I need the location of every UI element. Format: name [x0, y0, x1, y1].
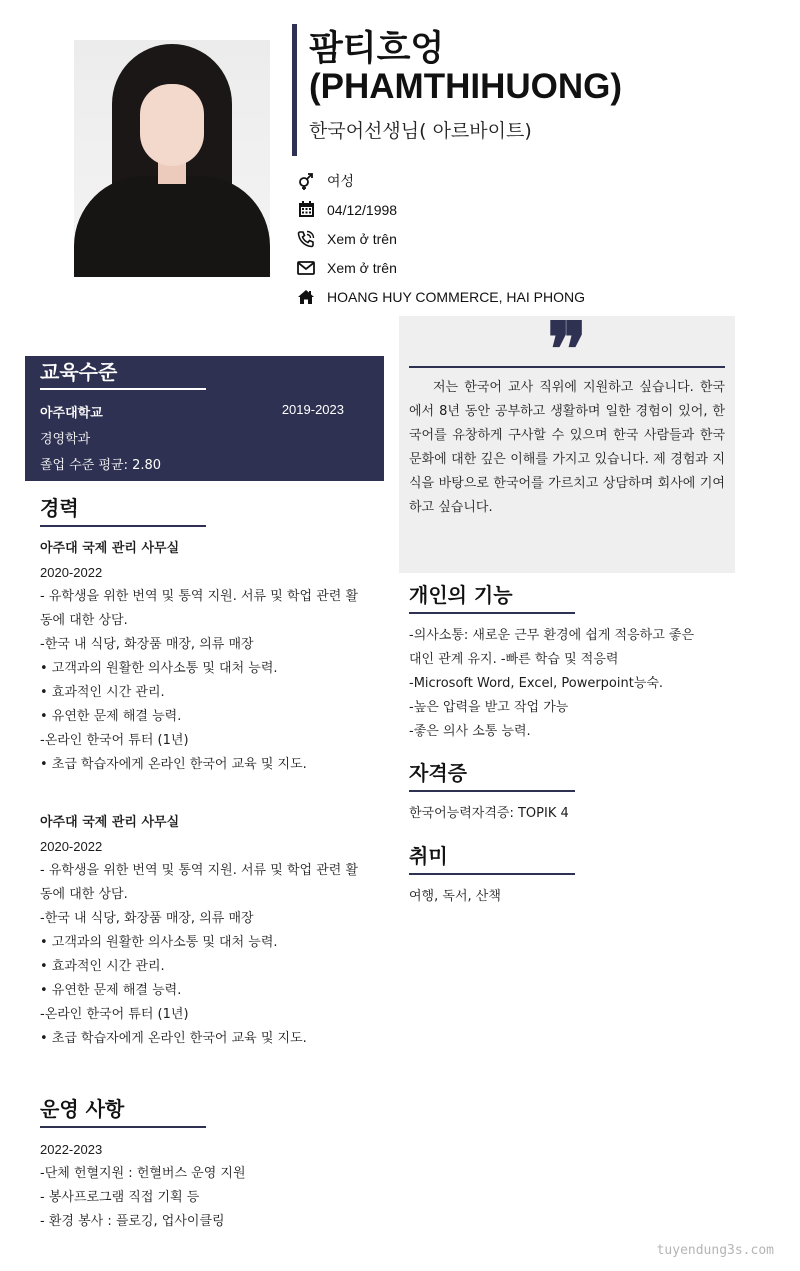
experience-entry — [40, 811, 390, 1051]
skills-title: 개인의 기능 — [409, 583, 513, 607]
hobbies-underline — [409, 873, 575, 875]
experience-entry — [40, 537, 390, 777]
hobbies-title: 취미 — [409, 844, 448, 868]
contact-address — [296, 282, 585, 311]
certificates-section — [409, 760, 735, 826]
experience-line: -온라인 한국어 튜터 (1년) — [40, 733, 189, 748]
certificates-text: 한국어능력자격증: TOPIK 4 — [409, 806, 569, 821]
experience-line: • 초급 학습자에게 온라인 한국어 교육 및 지도. — [40, 757, 307, 772]
experience-line: 동에 대한 상담. — [40, 887, 128, 902]
activities-line: - 환경 봉사 : 플로깅, 업사이클링 — [40, 1214, 225, 1229]
email-text: Xem ở trên — [327, 259, 397, 276]
skills-line: -Microsoft Word, Excel, Powerpoint능숙. — [409, 676, 664, 691]
experience-line: -온라인 한국어 튜터 (1년) — [40, 1007, 189, 1022]
experience-years: 2020-2022 — [40, 839, 103, 854]
birthdate-text: 04/12/1998 — [327, 201, 398, 218]
hobbies-section — [409, 843, 735, 909]
name-korean: 팜티흐엉 — [309, 29, 445, 69]
skills-line: -의사소통: 새로운 근무 환경에 쉽게 적응하고 좋은 — [409, 628, 695, 643]
quote-icon: ❞ — [547, 320, 587, 364]
home-icon — [296, 287, 316, 307]
experience-line: - 유학생을 위한 번역 및 통역 지원. 서류 및 학업 관련 활 — [40, 863, 358, 878]
address-text: HOANG HUY COMMERCE, HAI PHONG — [327, 288, 585, 305]
activities-title: 운영 사항 — [40, 1097, 125, 1121]
mail-icon — [296, 258, 316, 278]
gender-icon — [296, 171, 316, 191]
contact-phone — [296, 224, 585, 253]
experience-org: 아주대 국제 관리 사무실 — [40, 815, 180, 830]
experience-org: 아주대 국제 관리 사무실 — [40, 541, 180, 556]
education-underline — [40, 388, 206, 390]
contact-gender — [296, 166, 585, 195]
experience-title: 경력 — [40, 496, 79, 520]
activities-years: 2022-2023 — [40, 1142, 103, 1157]
experience-line: • 고객과의 원활한 의사소통 및 대처 능력. — [40, 661, 278, 676]
activities-underline — [40, 1126, 206, 1128]
experience-line: 동에 대한 상담. — [40, 613, 128, 628]
certificates-title: 자격증 — [409, 761, 467, 785]
job-title: 한국어선생님( 아르바이트) — [309, 120, 532, 142]
skills-line: 대인 관계 유지. -빠른 학습 및 적응력 — [409, 652, 619, 667]
experience-line: • 효과적인 시간 관리. — [40, 959, 165, 974]
activities-line: -단체 헌혈지원 : 헌혈버스 운영 지원 — [40, 1166, 246, 1181]
name-latin: (PHAMTHIHUONG) — [309, 67, 623, 106]
education-school: 아주대학교 — [40, 405, 103, 420]
experience-line: • 유연한 문제 해결 능력. — [40, 983, 182, 998]
name-header — [292, 24, 622, 156]
contact-birthdate — [296, 195, 585, 224]
hobbies-text: 여행, 독서, 산책 — [409, 889, 501, 904]
skills-line: -높은 압력을 받고 작업 가능 — [409, 700, 569, 715]
activities-section — [40, 1096, 390, 1234]
contact-list — [296, 166, 585, 311]
experience-line: • 고객과의 원활한 의사소통 및 대처 능력. — [40, 935, 278, 950]
activities-line: - 봉사프로그램 직접 기획 등 — [40, 1190, 200, 1205]
experience-line: - 유학생을 위한 번역 및 통역 지원. 서류 및 학업 관련 활 — [40, 589, 358, 604]
profile-photo — [74, 40, 270, 277]
quote-divider — [409, 366, 725, 368]
gender-text: 여성 — [327, 172, 355, 189]
phone-text: Xem ở trên — [327, 230, 397, 247]
objective-box — [399, 316, 735, 573]
experience-line: • 효과적인 시간 관리. — [40, 685, 165, 700]
education-major: 경영학과 — [40, 432, 91, 447]
experience-underline — [40, 525, 206, 527]
experience-years: 2020-2022 — [40, 565, 103, 580]
experience-line: -한국 내 식당, 화장품 매장, 의류 매장 — [40, 637, 254, 652]
experience-line: -한국 내 식당, 화장품 매장, 의류 매장 — [40, 911, 254, 926]
education-gpa: 졸업 수준 평균: 2.80 — [40, 458, 162, 473]
education-section — [25, 356, 384, 481]
experience-line: • 초급 학습자에게 온라인 한국어 교육 및 지도. — [40, 1031, 307, 1046]
phone-icon — [296, 229, 316, 249]
education-years: 2019-2023 — [281, 402, 344, 417]
watermark: tuyendung3s.com — [656, 1243, 774, 1258]
skills-underline — [409, 612, 575, 614]
skills-line: -좋은 의사 소통 능력. — [409, 724, 531, 739]
objective-text: 저는 한국어 교사 직위에 지원하고 싶습니다. 한국에서 8년 동안 공부하고 생활하며 일한 경험이 있어, 한국어를 유창하게 구사할 수 있으며 한국 사람들과 한국 문화에 대한 깊은 이해를 가지고 있습니다. 제 경험과 지식을 바탕으로 한국어를 가르치고 상담하며 회사에 기여하고 싶습니다. — [409, 380, 725, 515]
skills-section — [409, 582, 735, 744]
calendar-icon — [296, 200, 316, 220]
experience-section — [40, 495, 390, 1051]
contact-email — [296, 253, 585, 282]
certificates-underline — [409, 790, 575, 792]
experience-line: • 유연한 문제 해결 능력. — [40, 709, 182, 724]
education-title: 교육수준 — [40, 360, 118, 384]
education-row — [40, 402, 369, 421]
